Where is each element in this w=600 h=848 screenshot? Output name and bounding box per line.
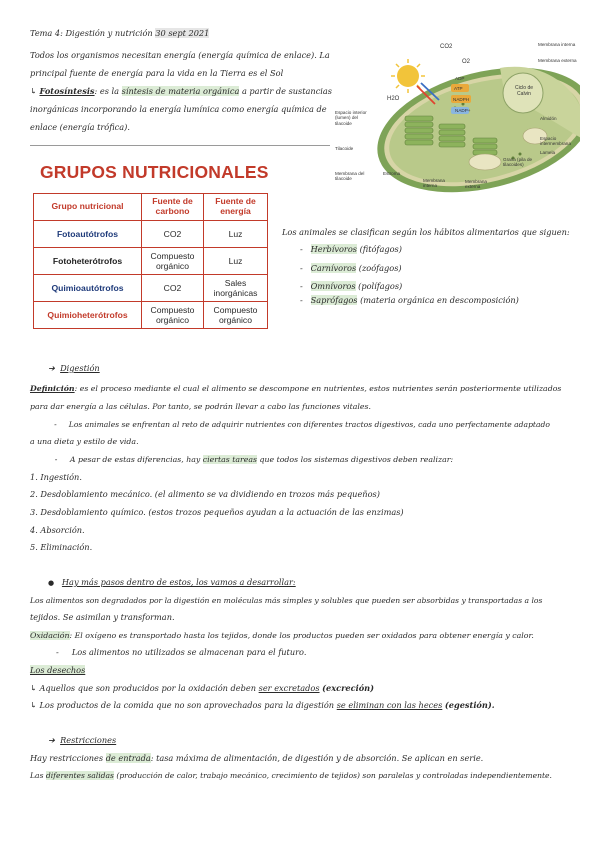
arrow-icon: ↳ <box>30 683 37 693</box>
outer-membrane-label-2: Membrana externa <box>465 179 487 190</box>
restriction-highlight: de entrada <box>105 753 151 763</box>
step-item: 3. Desdoblamiento químico. (estos trozos pequeños ayudan a la actuación de las enzimas) <box>30 507 404 517</box>
animal-term: Carnívoros <box>310 263 357 273</box>
row-energy: Sales inorgánicas <box>204 275 268 302</box>
dash: - <box>300 244 303 254</box>
restriction-line-1 <box>30 754 483 764</box>
header-energy: Fuente de energía <box>204 194 268 221</box>
waste-heading: Los desechos <box>30 665 86 675</box>
co2-label: CO2 <box>440 44 453 50</box>
row-carbon: Compuesto orgánico <box>142 248 204 275</box>
storage-line <box>30 648 306 658</box>
row-group: Quimioheterótrofos <box>34 302 142 329</box>
outer-membrane-label: Membrana externa <box>538 58 577 63</box>
definition-term: Definición <box>30 384 75 393</box>
inner-membrane-label: Membrana interna <box>538 42 576 47</box>
arrow-right-icon: ➔ <box>48 363 55 373</box>
tracts-line-1 <box>30 420 550 429</box>
waste-text-b: (egestión). <box>444 700 495 710</box>
nadph-label: NADPH <box>453 97 470 102</box>
row-group: Fotoheterótrofos <box>34 248 142 275</box>
row-group: Fotoautótrofos <box>34 221 142 248</box>
row-carbon: CO2 <box>142 221 204 248</box>
waste-text-a: Aquellos que son producidos por la oxidación deben <box>39 683 257 693</box>
bullet-icon: ● <box>48 579 55 587</box>
calvin-label: Ciclo de Calvin <box>514 85 534 97</box>
adp-label: ADP <box>455 76 465 81</box>
row-carbon: CO2 <box>142 275 204 302</box>
animal-item <box>300 296 519 306</box>
thylakoid-membrane-label: Membrana del tilacoide <box>335 171 365 182</box>
table-row <box>34 248 268 275</box>
digestion-title: Digestión <box>60 363 100 373</box>
tasks-text-b: que todos los sistemas digestivos deben realizar: <box>259 455 454 464</box>
definition-text: : es el proceso mediante el cual el alimento se descompone en nutrientes, estos nutrientes serán posteriormente utilizados <box>74 384 562 393</box>
step-item: 5. Eliminación. <box>30 542 93 552</box>
lumen-label: Espacio interior (lumen) del tilacoide <box>335 110 367 126</box>
absorb-line-1: Los alimentos son degradados por la digestión en moléculas más simples y solubles que pueden ser absorbidas y transportadas a los <box>30 596 543 605</box>
animal-desc: (zoófagos) <box>358 263 402 273</box>
starch-label: Almidón <box>540 116 557 121</box>
dash: - <box>56 647 59 657</box>
table-row <box>34 221 268 248</box>
definition-line-1 <box>30 384 561 393</box>
table-title: GRUPOS NUTRICIONALES <box>40 162 269 182</box>
atp-label: ATP <box>454 86 463 91</box>
arrow-icon: ↳ <box>30 700 37 710</box>
photosynthesis-text-a: : es la <box>94 86 120 96</box>
waste-item <box>30 701 495 711</box>
divider <box>30 145 330 146</box>
animal-item <box>300 264 402 274</box>
oxidation-line <box>30 631 534 640</box>
step-item: 2. Desdoblamiento mecánico. (el alimento se va dividiendo en trozos más pequeños) <box>30 489 380 499</box>
waste-text-b: (excreción) <box>322 683 375 693</box>
waste-heading-line <box>30 666 85 676</box>
absorb-line-2: tejidos. Se asimilan y transforman. <box>30 612 175 622</box>
table-row <box>34 302 268 329</box>
grana-label: Grana (pila de tilacoides) <box>503 157 533 168</box>
restrictions-title: Restricciones <box>60 735 117 745</box>
more-steps-title: Hay más pasos dentro de estos, los vamos a desarrollar: <box>61 577 296 587</box>
digestion-heading <box>48 364 100 374</box>
animal-item <box>300 282 402 292</box>
intro-line-2: principal fuente de energía para la vida en la Tierra es el Sol <box>30 68 284 78</box>
waste-item <box>30 684 374 694</box>
photosynthesis-line-2: inorgánicas incorporando la energía lumínica como energía química de <box>30 104 327 114</box>
more-steps-heading <box>48 578 296 588</box>
thylakoid-label: Tilacoide <box>335 146 354 151</box>
tracts-text: Los animales se enfrentan al reto de adquirir nutrientes con diferentes tractos digestivos, cada uno perfectamente adaptado <box>68 420 550 429</box>
o2-label: O2 <box>462 59 471 65</box>
animal-desc: (materia orgánica en descomposición) <box>360 295 519 305</box>
dash: - <box>300 295 303 305</box>
photosynthesis-text-b: a partir de sustancias <box>241 86 332 96</box>
restrictions-heading <box>48 736 116 746</box>
restriction-highlight: diferentes salidas <box>45 771 114 780</box>
animal-term: Omnívoros <box>310 281 356 291</box>
row-energy: Luz <box>204 221 268 248</box>
definition-line-2: para dar energía a las células. Por tanto, se podrán llevar a cabo las funciones vitales. <box>30 402 371 411</box>
lamella-label: Lamela <box>540 150 556 155</box>
table-header-row <box>34 194 268 221</box>
header-carbon: Fuente de carbono <box>142 194 204 221</box>
arrow-right-icon: ➔ <box>48 735 55 745</box>
arrow-icon: ↳ <box>30 86 37 96</box>
restriction-text-a: Hay restricciones <box>30 753 104 763</box>
animal-item <box>300 245 402 255</box>
dash: - <box>54 420 57 429</box>
photosynthesis-term: Fotosíntesis <box>39 86 95 96</box>
photosynthesis-highlight: síntesis de materia orgánica <box>121 86 240 96</box>
animal-term: Herbívoros <box>310 244 357 254</box>
oxidation-text: : El oxígeno es transportado hasta los tejidos, donde los productos pueden ser oxidados para obtener energía y calor. <box>69 631 534 640</box>
nadp-label: NADP+ <box>455 108 471 113</box>
header-group: Grupo nutricional <box>34 194 142 221</box>
animal-desc: (polífagos) <box>358 281 403 291</box>
chloroplast-diagram <box>335 38 580 198</box>
topic-title: Tema 4: Digestión y nutrición <box>30 28 153 38</box>
topic-line <box>30 29 209 39</box>
restriction-line-2 <box>30 771 552 780</box>
h2o-label: H2O <box>387 96 400 102</box>
dash: - <box>300 281 303 291</box>
intro-line-1: Todos los organismos necesitan energía (energía química de enlace). La <box>30 50 330 60</box>
tracts-line-2: a una dieta y estilo de vida. <box>30 437 139 446</box>
topic-date: 30 sept 2021 <box>155 28 210 38</box>
photosynthesis-line-3: enlace (energía trófica). <box>30 122 130 132</box>
animals-intro: Los animales se clasifican según los hábitos alimentarios que siguen: <box>282 227 570 237</box>
step-item: 1. Ingestión. <box>30 472 82 482</box>
oxidation-term: Oxidación <box>30 631 70 640</box>
tasks-text-a: A pesar de estas diferencias, hay <box>69 455 201 464</box>
dash: - <box>300 263 303 273</box>
table-row <box>34 275 268 302</box>
row-energy: Compuesto orgánico <box>204 302 268 329</box>
restriction-text-a: Las <box>30 771 44 780</box>
row-energy: Luz <box>204 248 268 275</box>
tasks-line <box>30 455 453 464</box>
dash: - <box>54 455 58 464</box>
stroma-label: Estroma <box>383 171 401 176</box>
step-item: 4. Absorción. <box>30 525 85 535</box>
nutritional-groups-table <box>33 193 268 329</box>
photosynthesis-line-1 <box>30 87 332 97</box>
tasks-highlight: ciertas tareas <box>202 455 257 464</box>
waste-text-a: Los productos de la comida que no son aprovechados para la digestión <box>39 700 335 710</box>
row-carbon: Compuesto orgánico <box>142 302 204 329</box>
waste-underlined: se eliminan con las heces <box>336 700 443 710</box>
storage-text: Los alimentos no utilizados se almacenan para el futuro. <box>71 647 307 657</box>
inner-membrane-label-2: Membrana interna <box>423 178 445 189</box>
row-group: Quimioautótrofos <box>34 275 142 302</box>
intermembrane-space-label: Espacio intermembrana <box>540 136 571 147</box>
restriction-text-b: (producción de calor, trabajo mecánico, crecimiento de tejidos) son paralelas y controladas independientemente. <box>116 771 552 780</box>
animal-desc: (fitófagos) <box>359 244 402 254</box>
waste-underlined: ser excretados <box>258 683 320 693</box>
animal-term: Saprófagos <box>310 295 358 305</box>
restriction-text-b: : tasa máxima de alimentación, de digestión y de absorción. Se aplican en serie. <box>150 753 484 763</box>
